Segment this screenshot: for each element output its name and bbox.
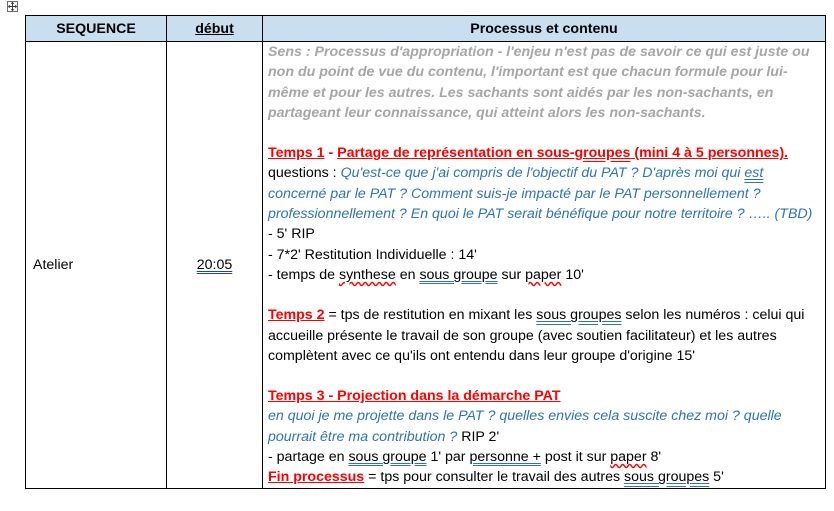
questions-a: Qu'est-ce que j'ai compris de l'objectif du PAT ? D'après moi qui	[340, 165, 745, 182]
temps2-paragraph	[268, 305, 819, 366]
item3-f: paper	[525, 266, 562, 283]
temps1-title-c: (mini 4 à 5 personnes).	[630, 145, 789, 162]
debut-cell[interactable]	[167, 42, 263, 489]
temps1-item-3	[268, 265, 819, 285]
item3-d: sous groupe	[419, 266, 498, 283]
item3-e: sur	[497, 266, 526, 283]
temps1-title-a: Partage de représentation en sous-	[337, 145, 575, 162]
temps1-questions	[268, 163, 819, 224]
questions-prefix: questions :	[268, 165, 341, 182]
partage-d: personne +	[469, 449, 541, 466]
item3-a: - temps de	[268, 266, 339, 283]
temps3-partage	[268, 447, 819, 467]
temps1-heading	[268, 143, 819, 163]
questions-c: concerné par le PAT ? Comment suis-je impacté par le PAT personnellement ? professionnellement ? En quoi le PAT serait bénéfique pour notre territoire ? ….. (TBD)	[268, 185, 813, 223]
temps2-label: Temps 2	[268, 307, 325, 324]
fin-label: Fin processus	[268, 469, 365, 486]
temps2-b: sous groupes	[536, 307, 622, 324]
questions-b: est	[744, 165, 764, 182]
fin-processus	[268, 467, 819, 487]
temps1-item-2: - 7*2' Restitution Individuelle : 14'	[268, 246, 477, 263]
temps1-title-b: groupes	[574, 145, 631, 162]
partage-g: 8'	[646, 449, 662, 466]
temps2-c: selon les numéros : celui qui accueille présente le travail de son groupe (avec soutien facilitateur) et les autres complètent avec ce qu'ils ont entendu dans leur groupe d'origine 15'	[268, 307, 805, 364]
temps3-questions	[268, 406, 819, 447]
table-row	[26, 42, 826, 489]
fin-a: = tps pour consulter le travail des autres	[364, 469, 625, 486]
partage-c: 1' par	[426, 449, 470, 466]
debut-value: 20:05	[196, 256, 233, 273]
temps1-label: Temps 1	[268, 145, 325, 162]
item3-g: 10'	[561, 266, 584, 283]
header-sequence: SEQUENCE	[26, 16, 167, 42]
partage-a: - partage en	[268, 449, 349, 466]
partage-b: sous groupe	[348, 449, 427, 466]
partage-f: paper	[610, 449, 647, 466]
table-move-handle-icon[interactable]	[7, 1, 18, 12]
temps3-heading	[268, 386, 819, 406]
fin-c: 5'	[709, 469, 724, 486]
temps3-q: en quoi je me projette dans le PAT ? quelles envies cela suscite chez moi ? quelle pourrait être ma contribution ?	[268, 408, 782, 445]
header-debut: début	[167, 16, 263, 42]
item3-b: synthese	[338, 266, 396, 283]
text-cursor	[825, 44, 826, 64]
content-cell[interactable]	[263, 42, 826, 489]
sequence-table	[25, 15, 826, 489]
header-processus: Processus et contenu	[263, 16, 826, 42]
temps1-sep: -	[324, 145, 338, 162]
temps3-title: Temps 3 - Projection dans la démarche PAT	[268, 388, 561, 405]
intro-paragraph: Sens : Processus d'appropriation - l'enjeu n'est pas de savoir ce qui est juste ou non du point de vue du contenu, l'important est que chacun formule pour lui-même et pour les autres. Les sachants sont aidés par les non-sachants, en partageant leur connaissance, qui atteint alors les non-sachants.	[268, 44, 810, 121]
temps2-a: = tps de restitution en mixant les	[324, 307, 537, 324]
table-header-row	[26, 16, 826, 42]
item3-c: en	[395, 266, 420, 283]
sequence-cell[interactable]: Atelier	[26, 42, 167, 489]
fin-b: sous groupes	[624, 469, 710, 486]
temps3-q-suffix: RIP 2'	[457, 428, 500, 445]
partage-e: post it sur	[540, 449, 611, 466]
temps1-item-1: - 5' RIP	[268, 226, 315, 243]
